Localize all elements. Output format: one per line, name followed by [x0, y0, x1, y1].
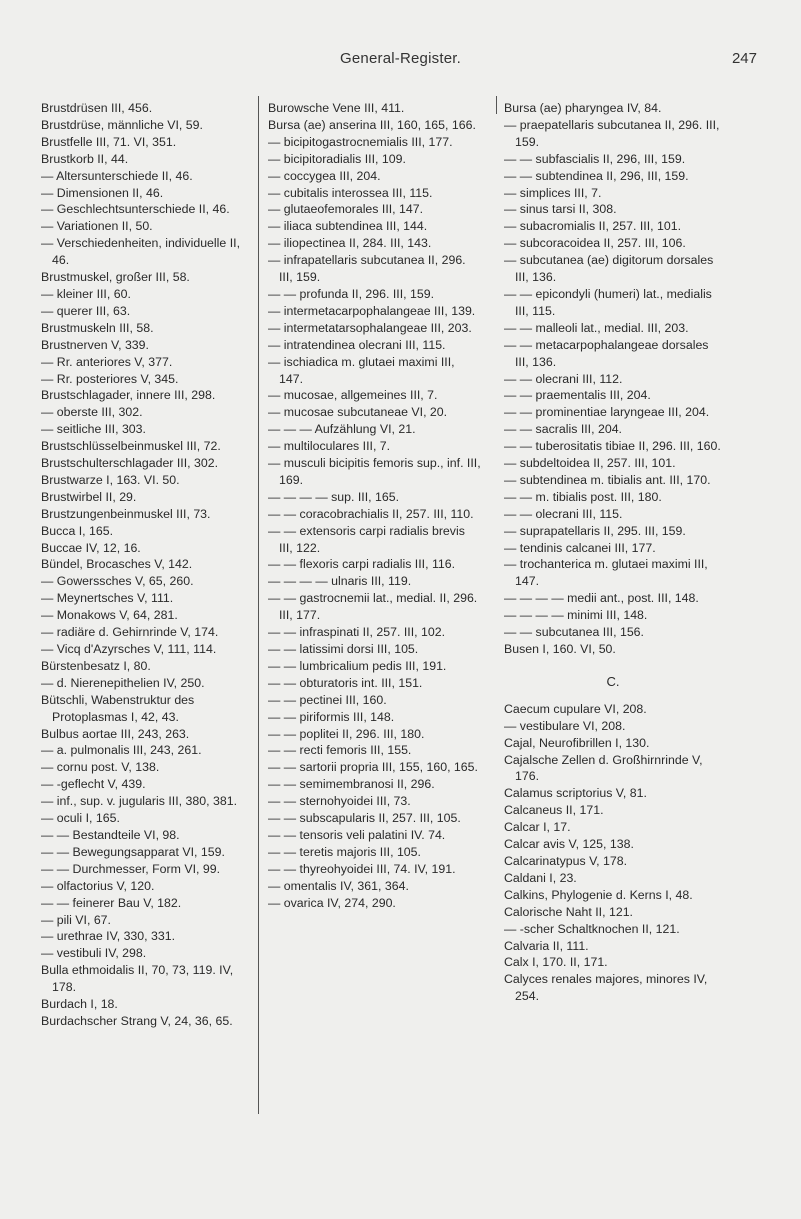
index-entry: — iliaca subtendinea III, 144. — [268, 219, 428, 234]
index-entry: — Monakows V, 64, 281. — [41, 608, 178, 623]
index-entry: — -geflecht V, 439. — [41, 777, 146, 792]
index-entry: — urethrae IV, 330, 331. — [41, 929, 176, 944]
index-entry: — praepatellaris subcutanea II, 296. III, 159. — [504, 117, 720, 149]
index-entry: — — malleoli lat., medial. III, 203. — [504, 320, 689, 335]
index-entry: Burdach I, 18. — [41, 997, 118, 1012]
index-entry: Brustdrüse, männliche VI, 59. — [41, 117, 203, 132]
index-entry: — — tensoris veli palatini IV. 74. — [268, 827, 446, 842]
index-entry: — — flexoris carpi radialis III, 116. — [268, 557, 456, 572]
index-entry: — — m. tibialis post. III, 180. — [504, 489, 662, 504]
index-entry: Bursa (ae) pharyngea IV, 84. — [504, 101, 662, 115]
index-entry: — — epicondyli (humeri) lat., medialis III, 115. — [504, 286, 712, 318]
index-entry: — — subcutanea III, 156. — [504, 625, 644, 640]
index-entry: — — profunda II, 296. III, 159. — [268, 286, 435, 301]
index-entry: — Geschlechtsunterschiede II, 46. — [41, 202, 230, 217]
page-header — [0, 50, 801, 74]
index-entry: — — latissimi dorsi III, 105. — [268, 642, 419, 656]
index-entry: — sinus tarsi II, 308. — [504, 202, 617, 217]
index-entry: — Meynertsches V, 111. — [41, 591, 174, 606]
index-entry: — omentalis IV, 361, 364. — [268, 878, 409, 893]
index-entry: — coccygea III, 204. — [268, 168, 381, 183]
index-entry: — — — — ulnaris III, 119. — [268, 574, 412, 589]
index-entry: Calamus scriptorius V, 81. — [504, 786, 647, 801]
index-entry: — bicipitogastrocnemialis III, 177. — [268, 134, 453, 149]
index-entry: — mucosae, allgemeines III, 7. — [268, 388, 438, 403]
index-entry: Brustfelle III, 71. VI, 351. — [41, 134, 177, 149]
index-entry: Cajalsche Zellen d. Großhirnrinde V, 176. — [504, 752, 703, 784]
index-entry: — -scher Schaltknochen II, 121. — [504, 921, 680, 936]
index-entry: — inf., sup. v. jugularis III, 380, 381. — [41, 794, 237, 809]
index-entry: Bündel, Brocasches V, 142. — [41, 557, 193, 572]
index-entry: Calorische Naht II, 121. — [504, 904, 633, 919]
index-entry: Cajal, Neurofibrillen I, 130. — [504, 735, 650, 750]
index-entry: — — subtendinea II, 296, III, 159. — [504, 168, 689, 183]
index-entry: — — subfascialis II, 296, III, 159. — [504, 151, 686, 166]
running-title: General-Register. — [340, 50, 461, 67]
index-entry: — querer III, 63. — [41, 303, 131, 318]
index-entry: Caldani I, 23. — [504, 870, 577, 885]
index-entry: Calkins, Phylogenie d. Kerns I, 48. — [504, 887, 693, 902]
index-entry: Busen I, 160. VI, 50. — [504, 642, 616, 656]
index-entry: — mucosae subcutaneae VI, 20. — [268, 405, 448, 420]
index-entry: Brustwirbel II, 29. — [41, 489, 137, 504]
index-entry: Calcarinatypus V, 178. — [504, 853, 628, 868]
index-entry: Brustschlagader, innere III, 298. — [41, 388, 216, 403]
index-entry: — oculi I, 165. — [41, 811, 120, 826]
index-entry: Brustmuskeln III, 58. — [41, 320, 154, 335]
index-entry: — iliopectinea II, 284. III, 143. — [268, 236, 432, 251]
index-entry: — Dimensionen II, 46. — [41, 185, 164, 200]
index-entry: — Altersunterschiede II, 46. — [41, 168, 193, 183]
index-entry: Brustschulterschlagader III, 302. — [41, 456, 219, 471]
index-entry: Brustmuskel, großer III, 58. — [41, 270, 190, 285]
index-entry: — Rr. anteriores V, 377. — [41, 354, 173, 369]
index-entry: — — coracobrachialis II, 257. III, 110. — [268, 506, 474, 521]
index-entry: — intermetacarpophalangeae III, 139. — [268, 303, 476, 318]
index-entry: — — thyreohyoidei III, 74. IV, 191. — [268, 861, 456, 876]
index-entry: — Gowerssches V, 65, 260. — [41, 574, 194, 589]
index-entry: — cubitalis interossea III, 115. — [268, 185, 433, 200]
index-entry: — olfactorius V, 120. — [41, 878, 155, 893]
index-entry: Brustzungenbeinmuskel III, 73. — [41, 506, 211, 521]
index-entry: — Rr. posteriores V, 345. — [41, 371, 179, 386]
index-entry: Burdachscher Strang V, 24, 36, 65. — [41, 1013, 233, 1028]
index-entry: — seitliche III, 303. — [41, 422, 146, 437]
index-entry: — ovarica IV, 274, 290. — [268, 895, 396, 910]
index-entry: — — gastrocnemii lat., medial. II, 296. III, 177. — [268, 591, 478, 623]
index-entry: — — pectinei III, 160. — [268, 692, 387, 707]
index-entry: Bulla ethmoidalis II, 70, 73, 119. IV, 178. — [41, 963, 234, 995]
index-entry: — intermetatarsophalangeae III, 203. — [268, 320, 472, 335]
index-entry: Bursa (ae) anserina III, 160, 165, 166. — [268, 117, 476, 132]
index-entry: — subcoracoidea II, 257. III, 106. — [504, 236, 686, 251]
index-entry: — — recti femoris III, 155. — [268, 743, 412, 758]
index-entry: Calx I, 170. II, 171. — [504, 955, 608, 970]
index-entry: — d. Nierenepithelien IV, 250. — [41, 675, 205, 690]
index-entry: Bulbus aortae III, 243, 263. — [41, 726, 190, 741]
index-entry: Buccae IV, 12, 16. — [41, 540, 141, 555]
index-entry: — — feinerer Bau V, 182. — [41, 895, 182, 910]
index-entry: — kleiner III, 60. — [41, 286, 131, 301]
index-entry: — glutaeofemorales III, 147. — [268, 202, 424, 217]
index-entry: — — — — sup. III, 165. — [268, 489, 400, 504]
index-entry: — intratendinea olecrani III, 115. — [268, 337, 446, 352]
index-column-3-part-c — [504, 701, 722, 1005]
section-letter: C. — [606, 673, 620, 689]
index-entry: — — praementalis III, 204. — [504, 388, 651, 403]
index-entry: — oberste III, 302. — [41, 405, 143, 420]
index-entry: — Verschiedenheiten, individuelle II, 46. — [41, 236, 240, 268]
index-entry: — simplices III, 7. — [504, 185, 602, 200]
index-entry: — — tuberositatis tibiae II, 296. III, 160. — [504, 439, 721, 454]
index-entry: — subacromialis II, 257. III, 101. — [504, 219, 682, 234]
index-entry: — suprapatellaris II, 295. III, 159. — [504, 523, 686, 538]
index-entry: — musculi bicipitis femoris sup., inf. III, 169. — [268, 456, 481, 487]
index-entry: Brustwarze I, 163. VI. 50. — [41, 472, 180, 487]
index-entry: Brustkorb II, 44. — [41, 151, 129, 166]
index-entry: — — infraspinati II, 257. III, 102. — [268, 625, 446, 640]
index-entry: — — sartorii propria III, 155, 160, 165. — [268, 760, 478, 775]
index-entry: Brustschlüsselbeinmuskel III, 72. — [41, 439, 221, 454]
index-entry: — — — Aufzählung VI, 21. — [268, 422, 416, 437]
index-entry: — — — — minimi III, 148. — [504, 608, 648, 623]
index-entry: Bucca I, 165. — [41, 523, 114, 538]
index-entry: Calyces renales majores, minores IV, 254. — [504, 972, 708, 1004]
index-entry: — — Bewegungsapparat VI, 159. — [41, 844, 225, 859]
index-entry: — radiäre d. Gehirnrinde V, 174. — [41, 625, 219, 640]
index-column-3 — [504, 100, 722, 1005]
index-column-1 — [41, 100, 246, 1030]
index-entry: — — metacarpophalangeae dorsales III, 136. — [504, 337, 709, 369]
index-entry: — cornu post. V, 138. — [41, 760, 160, 775]
index-entry: — — subscapularis II, 257. III, 105. — [268, 811, 461, 826]
index-entry: Bürstenbesatz I, 80. — [41, 658, 151, 673]
index-entry: — subtendinea m. tibialis ant. III, 170. — [504, 472, 711, 487]
index-entry: — — Durchmesser, Form VI, 99. — [41, 861, 221, 876]
index-entry: — a. pulmonalis III, 243, 261. — [41, 743, 202, 758]
index-entry: — — piriformis III, 148. — [268, 709, 395, 724]
page-number: 247 — [731, 50, 757, 67]
index-entry: — vestibulare VI, 208. — [504, 718, 626, 733]
index-entry: — Variationen II, 50. — [41, 219, 153, 234]
index-entry: — ischiadica m. glutaei maximi III, 147. — [268, 354, 455, 386]
index-entry: — Vicq d'Azyrsches V, 111, 114. — [41, 642, 217, 656]
index-entry: Calvaria II, 111. — [504, 938, 589, 953]
index-entry: — — poplitei II, 296. III, 180. — [268, 726, 425, 741]
index-entry: Calcar avis V, 125, 138. — [504, 837, 634, 852]
index-entry: — trochanterica m. glutaei maximi III, 147. — [504, 557, 708, 589]
index-entry: Burowsche Vene III, 411. — [268, 101, 405, 115]
index-entry: — pili VI, 67. — [41, 912, 111, 927]
column-divider — [258, 96, 259, 1114]
index-entry: — — sternohyoidei III, 73. — [268, 794, 411, 809]
index-entry: — — prominentiae laryngeae III, 204. — [504, 405, 710, 420]
index-column-2 — [268, 100, 482, 912]
index-entry: — infrapatellaris subcutanea II, 296. III, 159. — [268, 253, 466, 285]
index-entry: — — lumbricalium pedis III, 191. — [268, 658, 447, 673]
index-entry: — subcutanea (ae) digitorum dorsales III, 136. — [504, 253, 714, 285]
index-entry: — — olecrani III, 112. — [504, 371, 623, 386]
index-entry: — vestibuli IV, 298. — [41, 946, 147, 961]
index-entry: — multiloculares III, 7. — [268, 439, 391, 454]
index-entry: — subdeltoidea II, 257. III, 101. — [504, 456, 676, 471]
index-entry: — — sacralis III, 204. — [504, 422, 622, 437]
index-entry: — — obturatoris int. III, 151. — [268, 675, 423, 690]
index-entry: — — extensoris carpi radialis brevis III, 122. — [268, 523, 465, 555]
index-entry: — — teretis majoris III, 105. — [268, 844, 421, 859]
index-entry: — — Bestandteile VI, 98. — [41, 827, 180, 842]
index-entry: — tendinis calcanei III, 177. — [504, 540, 656, 555]
index-entry: — — — — medii ant., post. III, 148. — [504, 591, 699, 606]
index-entry: Bütschli, Wabenstruktur des Protoplasmas I, 42, 43. — [41, 692, 195, 724]
index-entry: Caecum cupulare VI, 208. — [504, 701, 647, 716]
index-entry: Calcar I, 17. — [504, 820, 571, 835]
index-entry: Calcaneus II, 171. — [504, 803, 604, 818]
index-entry: — bicipitoradialis III, 109. — [268, 151, 406, 166]
column-divider-short — [496, 96, 497, 114]
index-column-3-part-b — [504, 100, 722, 658]
index-entry: Brustdrüsen III, 456. — [41, 101, 153, 115]
index-entry: — — semimembranosi II, 296. — [268, 777, 435, 792]
index-entry: Brustnerven V, 339. — [41, 337, 149, 352]
index-entry: — — olecrani III, 115. — [504, 506, 623, 521]
